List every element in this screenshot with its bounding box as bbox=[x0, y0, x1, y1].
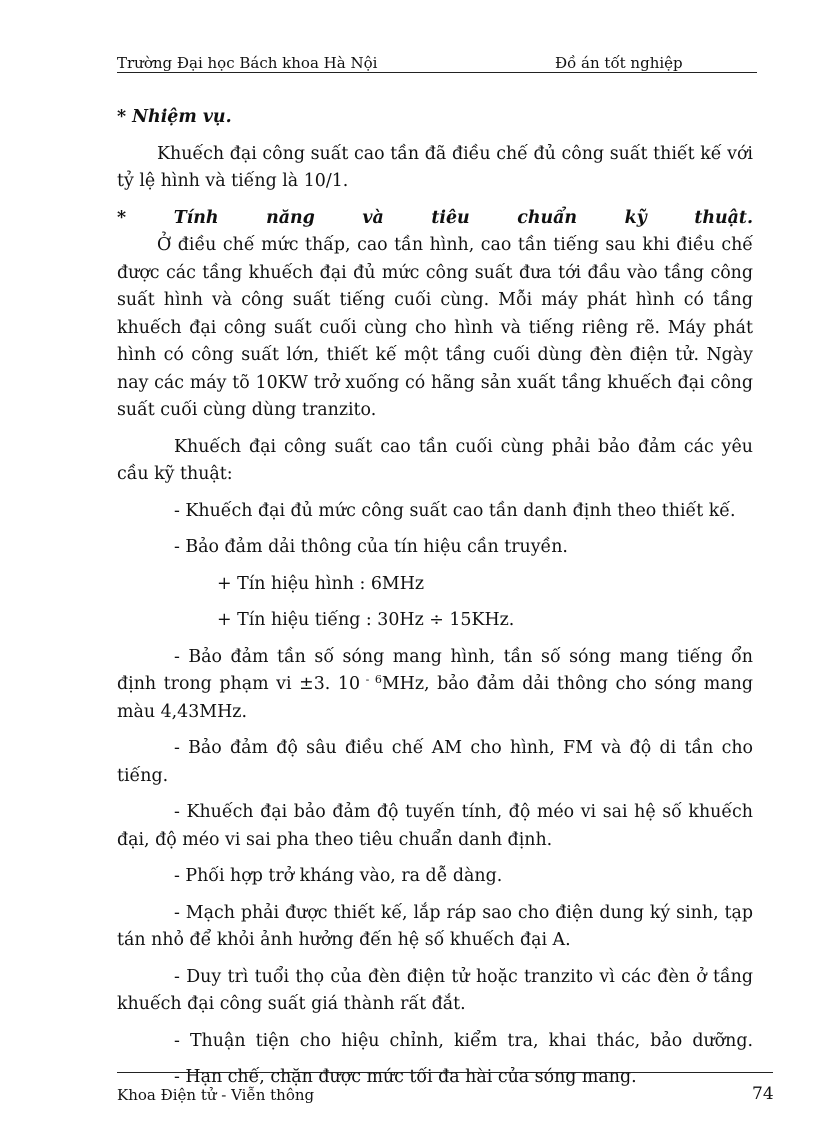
requirement-item: - Thuận tiện cho hiệu chỉnh, kiểm tra, khai thác, bảo dưỡng. bbox=[174, 1030, 753, 1051]
header-doc-type: Đồ án tốt nghiệp bbox=[555, 54, 683, 72]
requirement-item-frequency bbox=[117, 644, 753, 727]
requirement-item: - Phối hợp trở kháng vào, ra dễ dàng. bbox=[174, 866, 503, 886]
header-rule bbox=[117, 72, 757, 73]
sub-item-video: + Tín hiệu hình : 6MHz bbox=[217, 573, 425, 594]
heading-features-text: Tính năng và tiêu chuẩn kỹ thuật. bbox=[173, 207, 753, 228]
heading-features bbox=[117, 205, 753, 233]
requirement-item: - Hạn chế, chặn được mức tối đa hài của sóng mang. bbox=[174, 1067, 637, 1087]
footer-faculty: Khoa Điện tử - Viễn thông bbox=[117, 1086, 315, 1104]
page-number: 74 bbox=[752, 1084, 774, 1104]
requirement-item: - Bảo đảm dải thông của tín hiệu cần truyền. bbox=[174, 537, 568, 557]
frequency-exponent: - 6 bbox=[360, 673, 382, 686]
header-university: Trường Đại học Bách khoa Hà Nội bbox=[117, 54, 378, 72]
requirement-item: - Mạch phải được thiết kế, lắp ráp sao cho điện dung ký sinh, tạp tán nhỏ để khỏi ảnh hưởng đến hệ số khuếch đại A. bbox=[117, 902, 753, 950]
sub-item-audio: + Tín hiệu tiếng : 30Hz ÷ 15KHz. bbox=[217, 610, 515, 630]
frequency-text-post: MHz, bảo đảm dải thông cho sóng mang màu 4,43MHz. bbox=[117, 674, 753, 722]
paragraph-requirements: Khuếch đại công suất cao tần cuối cùng phải bảo đảm các yêu cầu kỹ thuật: bbox=[117, 436, 753, 484]
requirement-item: - Khuếch đại bảo đảm độ tuyến tính, độ méo vi sai hệ số khuếch đại, độ méo vi sai pha theo tiêu chuẩn danh định. bbox=[117, 802, 753, 850]
page-body bbox=[117, 104, 753, 1092]
heading-features-star: * bbox=[117, 207, 127, 228]
frequency-text-pre: - Bảo đảm tần số sóng mang hình, tần số sóng mang tiếng ổn định trong phạm vi ±3. 10 bbox=[117, 646, 753, 694]
requirement-item: - Bảo đảm độ sâu điều chế AM cho hình, FM và độ di tần cho tiếng. bbox=[117, 738, 753, 786]
heading-task: * Nhiệm vụ. bbox=[117, 107, 232, 127]
footer-rule bbox=[117, 1072, 773, 1073]
requirement-item: - Duy trì tuổi thọ của đèn điện tử hoặc tranzito vì các đèn ở tầng khuếch đại công suất giá thành rất đắt. bbox=[117, 966, 753, 1014]
paragraph-task: Khuếch đại công suất cao tần đã điều chế đủ công suất thiết kế với tỷ lệ hình và tiếng là 10/1. bbox=[117, 143, 753, 191]
requirement-item: - Khuếch đại đủ mức công suất cao tần danh định theo thiết kế. bbox=[174, 500, 736, 521]
paragraph-overview: Ở điều chế mức thấp, cao tần hình, cao tần tiếng sau khi điều chế được các tầng khuếch đại đủ mức công suất đưa tới đầu vào tầng công suất hình và công suất tiếng cuối cùng. Mỗi máy phát hình có tầng khuếch đại công suất cuối cùng cho hình và tiếng riêng rẽ. Máy phát hình có công suất lớn, thiết kế một tầng cuối dùng đèn điện tử. Ngày nay các máy tõ 10KW trở xuống có hãng sản xuất tầng khuếch đại công suất cuối cùng dùng tranzito. bbox=[117, 235, 753, 420]
